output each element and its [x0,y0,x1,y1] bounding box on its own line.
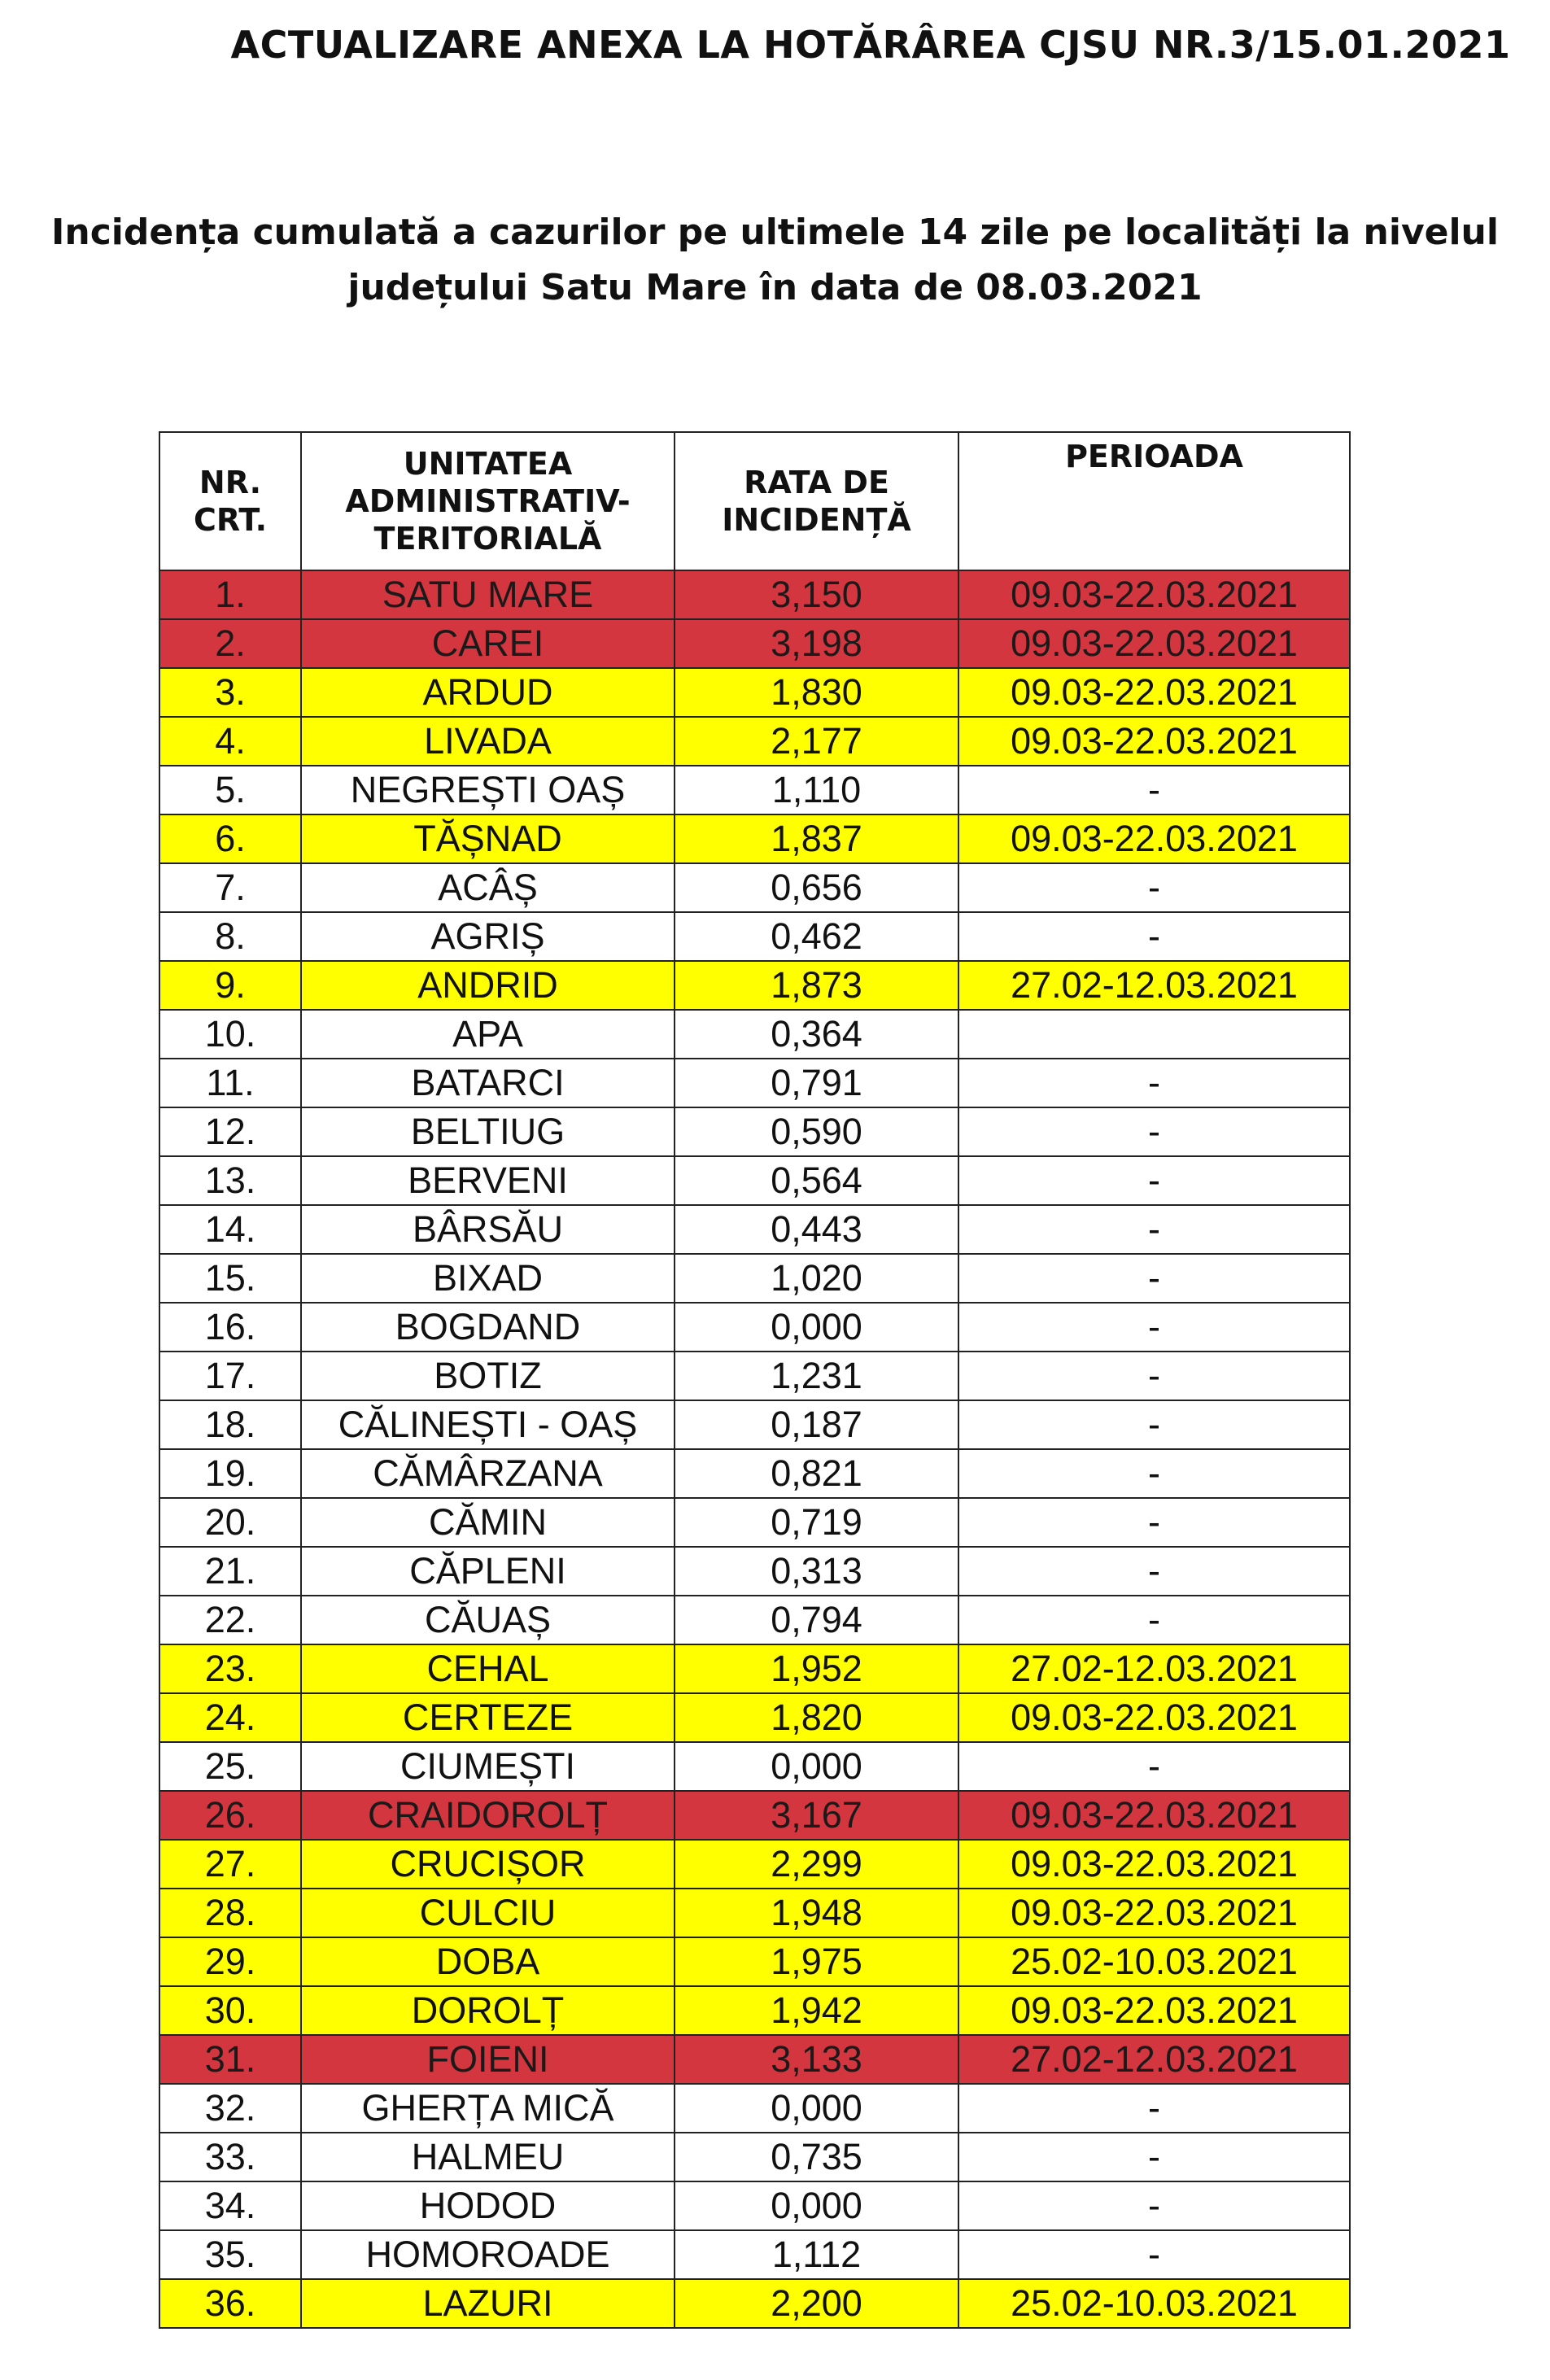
table-row [159,1937,1350,1986]
row-unit: ANDRID [301,961,675,1010]
table-row [159,2181,1350,2230]
row-rate: 0,187 [675,1400,958,1449]
row-unit: ARDUD [301,668,675,717]
row-unit: DOROLȚ [301,1986,675,2035]
row-number: 17. [159,1352,301,1400]
row-number: 11. [159,1059,301,1107]
row-rate: 0,000 [675,2181,958,2230]
table-row [159,1547,1350,1596]
row-number: 8. [159,912,301,961]
row-number: 23. [159,1644,301,1693]
table-row [159,912,1350,961]
row-number: 4. [159,717,301,766]
row-unit: AGRIȘ [301,912,675,961]
header-unit: UNITATEA ADMINISTRATIV-TERITORIALĂ [301,432,675,570]
incidence-table [159,431,1351,2329]
table-row [159,2133,1350,2181]
row-number: 29. [159,1937,301,1986]
row-rate: 1,830 [675,668,958,717]
row-rate: 0,794 [675,1596,958,1644]
row-period: - [958,1742,1350,1791]
row-rate: 1,873 [675,961,958,1010]
row-period: - [958,2181,1350,2230]
document-header-title: ACTUALIZARE ANEXA LA HOTĂRÂREA CJSU NR.3/15.01.2021 [230,23,1511,67]
row-rate: 3,150 [675,570,958,619]
row-rate: 1,837 [675,814,958,863]
row-rate: 0,791 [675,1059,958,1107]
row-rate: 0,462 [675,912,958,961]
row-period: 09.03-22.03.2021 [958,570,1350,619]
row-period: 09.03-22.03.2021 [958,814,1350,863]
row-rate: 1,948 [675,1889,958,1937]
table-row [159,1107,1350,1156]
table-row [159,863,1350,912]
row-period: 09.03-22.03.2021 [958,1693,1350,1742]
table-row [159,1303,1350,1352]
row-unit: HOMOROADE [301,2230,675,2279]
table-row [159,1840,1350,1889]
row-unit: TĂȘNAD [301,814,675,863]
row-rate: 1,110 [675,766,958,814]
row-unit: LIVADA [301,717,675,766]
row-number: 30. [159,1986,301,2035]
row-unit: ACÂȘ [301,863,675,912]
row-unit: BÂRSĂU [301,1205,675,1254]
row-period: 09.03-22.03.2021 [958,1889,1350,1937]
row-number: 28. [159,1889,301,1937]
row-number: 21. [159,1547,301,1596]
row-number: 35. [159,2230,301,2279]
row-period: - [958,766,1350,814]
row-rate: 0,364 [675,1010,958,1059]
document-subtitle [0,205,1550,316]
table-row [159,1400,1350,1449]
row-period: - [958,1156,1350,1205]
row-rate: 1,820 [675,1693,958,1742]
header-rate: RATA DE INCIDENȚĂ [675,432,958,570]
row-number: 16. [159,1303,301,1352]
row-rate: 3,198 [675,619,958,668]
row-period: - [958,2230,1350,2279]
row-number: 12. [159,1107,301,1156]
row-rate: 0,000 [675,1303,958,1352]
table-row [159,1889,1350,1937]
row-unit: HALMEU [301,2133,675,2181]
table-row [159,570,1350,619]
row-number: 33. [159,2133,301,2181]
row-rate: 2,299 [675,1840,958,1889]
row-rate: 0,735 [675,2133,958,2181]
row-number: 6. [159,814,301,863]
table-row [159,1791,1350,1840]
table-row [159,2084,1350,2133]
row-period: 09.03-22.03.2021 [958,619,1350,668]
row-number: 2. [159,619,301,668]
row-period: 25.02-10.03.2021 [958,2279,1350,2328]
row-unit: SATU MARE [301,570,675,619]
row-unit: CEHAL [301,1644,675,1693]
row-unit: GHERȚA MICĂ [301,2084,675,2133]
row-rate: 3,133 [675,2035,958,2084]
table-row [159,961,1350,1010]
row-number: 22. [159,1596,301,1644]
row-number: 10. [159,1010,301,1059]
row-period: - [958,1107,1350,1156]
row-period: - [958,1498,1350,1547]
row-unit: CĂMIN [301,1498,675,1547]
row-period: - [958,1303,1350,1352]
table-header-row [159,432,1350,570]
table-row [159,766,1350,814]
row-rate: 0,590 [675,1107,958,1156]
table-row [159,2279,1350,2328]
row-period: - [958,1596,1350,1644]
row-period: - [958,2133,1350,2181]
table-body [159,570,1350,2328]
row-unit: CĂLINEȘTI - OAȘ [301,1400,675,1449]
row-unit: CERTEZE [301,1693,675,1742]
row-number: 27. [159,1840,301,1889]
table-row [159,1254,1350,1303]
row-rate: 0,443 [675,1205,958,1254]
row-number: 7. [159,863,301,912]
subtitle-line-1: Incidența cumulată a cazurilor pe ultimele 14 zile pe localități la nivelul [51,212,1499,253]
row-rate: 0,719 [675,1498,958,1547]
row-period: 09.03-22.03.2021 [958,1791,1350,1840]
row-unit: FOIENI [301,2035,675,2084]
row-number: 9. [159,961,301,1010]
row-period: - [958,2084,1350,2133]
row-period: 27.02-12.03.2021 [958,961,1350,1010]
row-rate: 0,000 [675,1742,958,1791]
table-row [159,1059,1350,1107]
row-number: 18. [159,1400,301,1449]
row-rate: 1,231 [675,1352,958,1400]
row-number: 5. [159,766,301,814]
row-period: 09.03-22.03.2021 [958,717,1350,766]
row-unit: APA [301,1010,675,1059]
row-period: - [958,1059,1350,1107]
table-row [159,1010,1350,1059]
table-row [159,1352,1350,1400]
table-row [159,1449,1350,1498]
table-row [159,619,1350,668]
row-unit: BIXAD [301,1254,675,1303]
row-period: - [958,1547,1350,1596]
row-period: - [958,1449,1350,1498]
row-period: - [958,1254,1350,1303]
row-rate: 3,167 [675,1791,958,1840]
row-number: 34. [159,2181,301,2230]
row-unit: CULCIU [301,1889,675,1937]
subtitle-line-2: județului Satu Mare în data de 08.03.2021 [347,267,1203,308]
table-row [159,1644,1350,1693]
row-number: 24. [159,1693,301,1742]
row-number: 19. [159,1449,301,1498]
table-row [159,1986,1350,2035]
row-rate: 1,020 [675,1254,958,1303]
row-rate: 1,952 [675,1644,958,1693]
row-number: 26. [159,1791,301,1840]
row-number: 31. [159,2035,301,2084]
row-number: 25. [159,1742,301,1791]
row-period [958,1010,1350,1059]
table-row [159,1742,1350,1791]
row-unit: LAZURI [301,2279,675,2328]
row-rate: 2,200 [675,2279,958,2328]
row-rate: 0,313 [675,1547,958,1596]
row-period: 25.02-10.03.2021 [958,1937,1350,1986]
row-number: 3. [159,668,301,717]
row-unit: CĂMÂRZANA [301,1449,675,1498]
row-number: 1. [159,570,301,619]
row-rate: 0,000 [675,2084,958,2133]
row-unit: BERVENI [301,1156,675,1205]
row-period: - [958,1352,1350,1400]
row-unit: CIUMEȘTI [301,1742,675,1791]
row-number: 13. [159,1156,301,1205]
row-number: 36. [159,2279,301,2328]
table-row [159,2035,1350,2084]
table-row [159,717,1350,766]
row-unit: CRAIDOROLȚ [301,1791,675,1840]
row-unit: DOBA [301,1937,675,1986]
table-row [159,1596,1350,1644]
row-period: - [958,1400,1350,1449]
row-unit: BOGDAND [301,1303,675,1352]
row-number: 20. [159,1498,301,1547]
row-period: 09.03-22.03.2021 [958,1986,1350,2035]
table-row [159,1693,1350,1742]
row-unit: BOTIZ [301,1352,675,1400]
table-row [159,668,1350,717]
row-unit: BATARCI [301,1059,675,1107]
row-unit: CRUCIȘOR [301,1840,675,1889]
row-number: 14. [159,1205,301,1254]
row-rate: 0,656 [675,863,958,912]
row-unit: CĂPLENI [301,1547,675,1596]
row-unit: BELTIUG [301,1107,675,1156]
table-row [159,1498,1350,1547]
row-rate: 2,177 [675,717,958,766]
row-period: 09.03-22.03.2021 [958,668,1350,717]
row-period: 09.03-22.03.2021 [958,1840,1350,1889]
row-unit: HODOD [301,2181,675,2230]
row-unit: NEGREȘTI OAȘ [301,766,675,814]
row-period: 27.02-12.03.2021 [958,2035,1350,2084]
header-nr-crt: NR. CRT. [159,432,301,570]
table-row [159,2230,1350,2279]
table-row [159,1205,1350,1254]
row-period: - [958,1205,1350,1254]
header-period: PERIOADA [958,432,1350,570]
row-rate: 0,821 [675,1449,958,1498]
row-rate: 0,564 [675,1156,958,1205]
table-row [159,1156,1350,1205]
row-rate: 1,942 [675,1986,958,2035]
row-period: - [958,863,1350,912]
row-unit: CĂUAȘ [301,1596,675,1644]
row-rate: 1,112 [675,2230,958,2279]
row-number: 32. [159,2084,301,2133]
row-number: 15. [159,1254,301,1303]
row-period: 27.02-12.03.2021 [958,1644,1350,1693]
row-rate: 1,975 [675,1937,958,1986]
row-period: - [958,912,1350,961]
row-unit: CAREI [301,619,675,668]
table-row [159,814,1350,863]
